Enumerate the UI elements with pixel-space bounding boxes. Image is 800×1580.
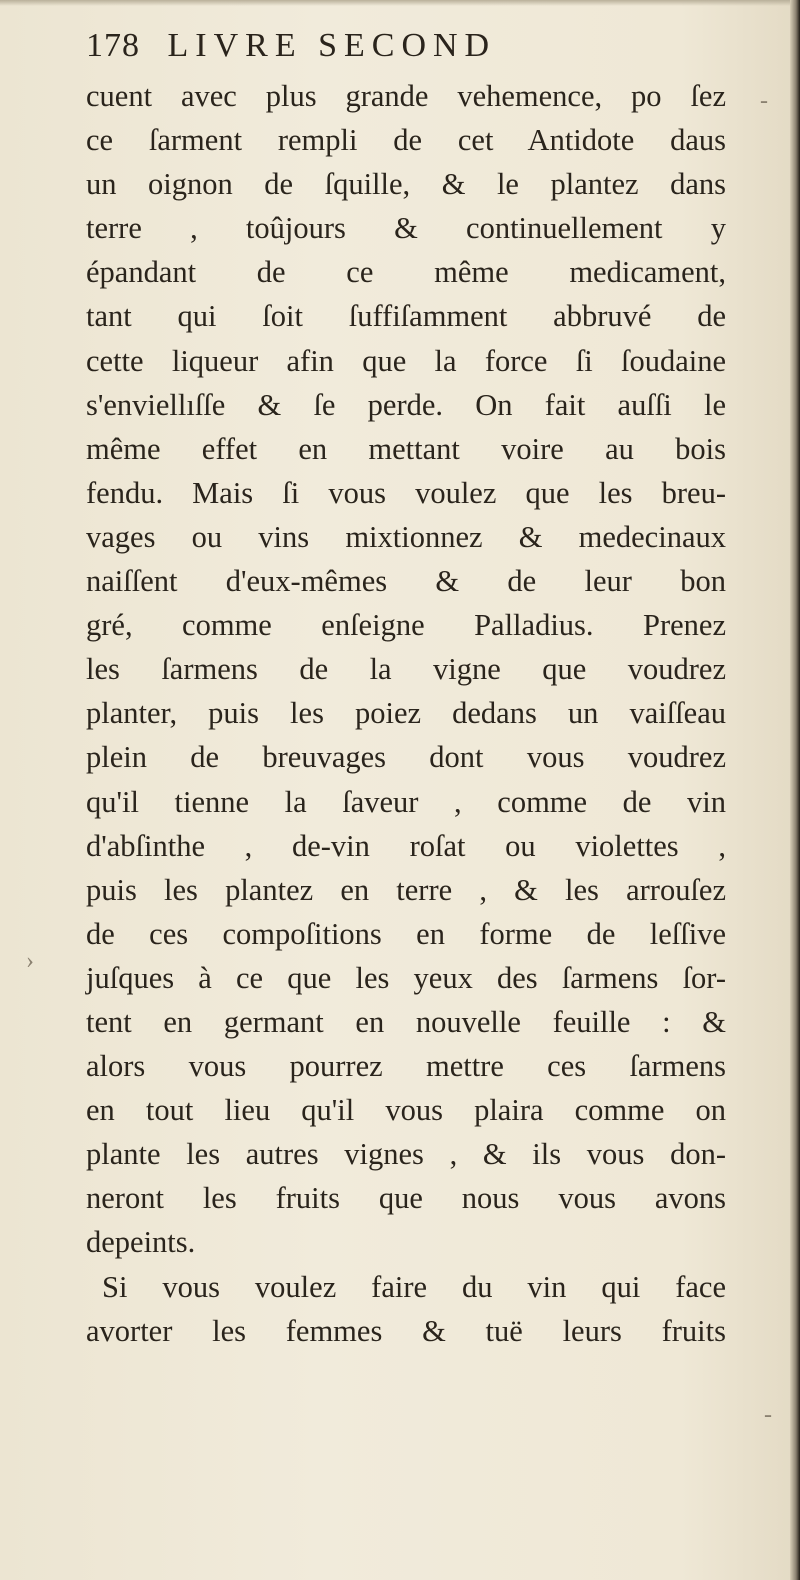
- running-header: [86, 18, 686, 74]
- running-title: LIVRE SECOND: [167, 27, 497, 64]
- text-line: de ces compoſitions en forme de leſſive: [86, 916, 726, 951]
- text-line: les ſarmens de la vigne que voudrez: [86, 652, 726, 687]
- text-line: puis les plantez en terre , & les arrouſez: [86, 872, 726, 907]
- margin-dash-mark: -: [760, 88, 768, 114]
- text-line: même effet en mettant voire au bois: [86, 431, 726, 466]
- text-line: neront les fruits que nous vous avons: [86, 1181, 726, 1216]
- text-line: un oignon de ſquille, & le plantez dans: [86, 167, 726, 202]
- paragraph-start-line: Si vous voulez faire du vin qui face: [102, 1269, 726, 1304]
- text-line: naiſſent d'eux-mêmes & de leur bon: [86, 564, 726, 599]
- text-line: gré, comme enſeigne Palladius. Prenez: [86, 608, 726, 643]
- text-line: avorter les femmes & tuë leurs fruits: [86, 1313, 726, 1348]
- text-line: terre , toûjours & continuellement y: [86, 211, 726, 246]
- text-line: tent en germant en nouvelle feuille : &: [86, 1004, 726, 1039]
- page-number: 178: [86, 27, 140, 64]
- margin-dash-mark: -: [764, 1402, 772, 1428]
- text-line: alors vous pourrez mettre ces ſarmens: [86, 1049, 726, 1084]
- paragraph-end-line: depeints.: [86, 1225, 196, 1260]
- text-line: cette liqueur afin que la force ſi ſoudaine: [86, 343, 726, 378]
- text-line: vages ou vins mixtionnez & medecinaux: [86, 519, 726, 554]
- page-top-edge: [0, 0, 800, 6]
- page-gutter-shadow: [790, 0, 800, 1580]
- text-line: plein de breuvages dont vous voudrez: [86, 740, 726, 775]
- text-line: fendu. Mais ſi vous voulez que les breu-: [86, 475, 726, 510]
- text-line: en tout lieu qu'il vous plaira comme on: [86, 1093, 726, 1128]
- text-line: s'enviellıſſe & ſe perde. On fait auſſi le: [86, 387, 726, 422]
- body-text: [86, 74, 726, 1353]
- margin-tick-mark: ›: [26, 948, 34, 974]
- text-line: juſques à ce que les yeux des ſarmens ſor-: [86, 960, 726, 995]
- text-line: plante les autres vignes , & ils vous don-: [86, 1137, 726, 1172]
- text-line: d'abſinthe , de-vin roſat ou violettes ,: [86, 828, 726, 863]
- text-line: qu'il tienne la ſaveur , comme de vin: [86, 784, 726, 819]
- text-line: planter, puis les poiez dedans un vaiſſeau: [86, 696, 726, 731]
- text-line: épandant de ce même medicament,: [86, 255, 726, 290]
- text-line: tant qui ſoit ſuffiſamment abbruvé de: [86, 299, 726, 334]
- text-line: cuent avec plus grande vehemence, po ſez: [86, 79, 726, 113]
- text-line: ce ſarment rempli de cet Antidote daus: [86, 123, 726, 158]
